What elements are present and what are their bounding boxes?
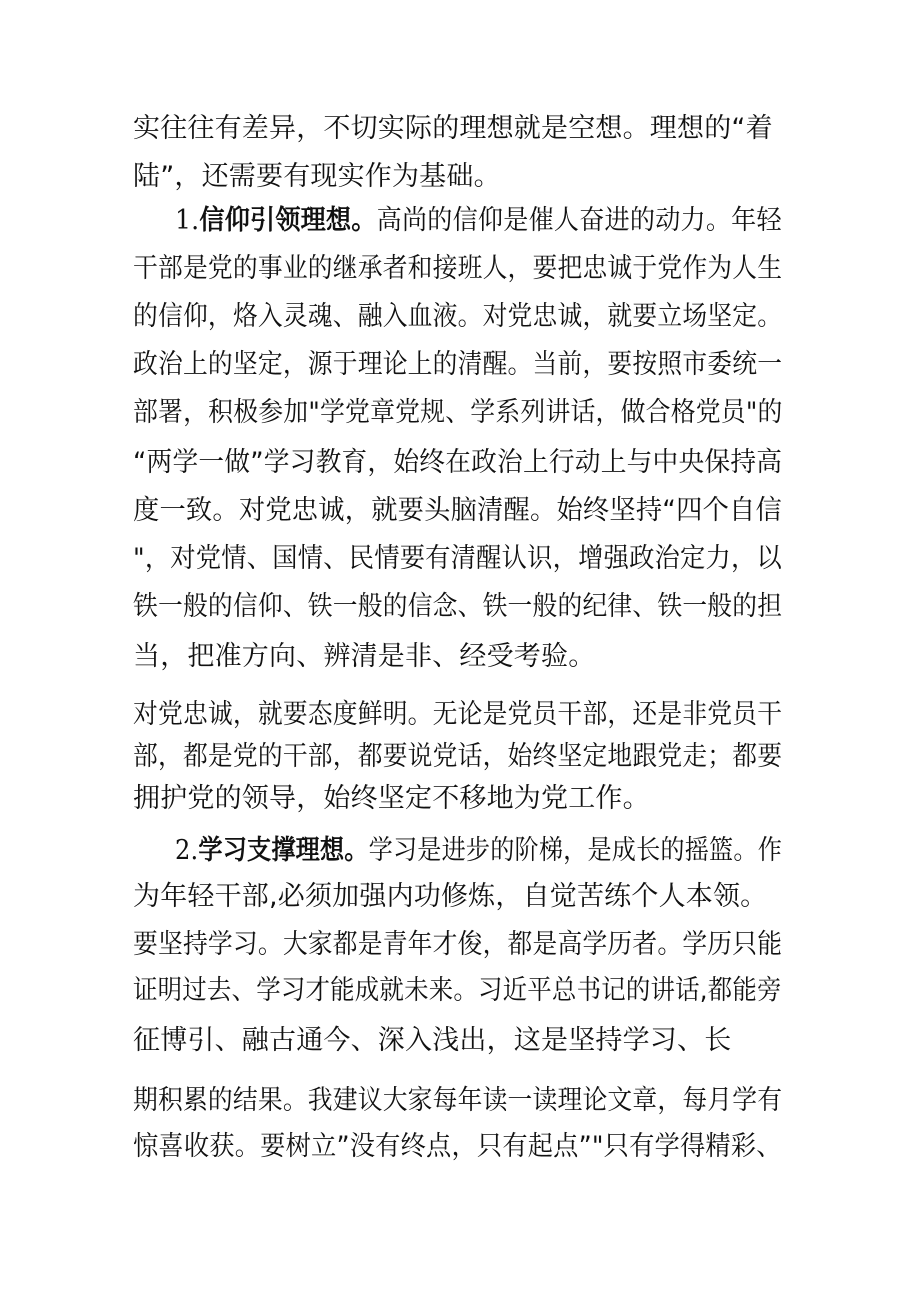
section-heading-2-line (175, 834, 782, 868)
heading-title: 信仰引领理想。 (199, 205, 377, 236)
text-line: 度一致。对党忠诚，就要头脑清醒。始终坚持“四个自信 (133, 495, 782, 526)
text-line: 拥护党的领导，始终坚定不移地为党工作。 (133, 783, 650, 814)
text-line: 实往往有差异，不切实际的理想就是空想。理想的“着 (133, 113, 773, 144)
text-line: 政治上的坚定，源于理论上的清醒。当前，要按照市委统一 (133, 349, 783, 380)
text-line: 期积累的结果。我建议大家每年读一读理论文章，每月学有 (133, 1085, 783, 1116)
text-line: 为年轻干部,必须加强内功修炼，自觉苦练个人本领。 (133, 881, 768, 912)
text-line: 证明过去、学习才能成就未来。习近平总书记的讲话,都能旁 (133, 975, 782, 1006)
text-line: 征博引、融古通今、深入浅出，这是坚持学习、长 (133, 1025, 732, 1056)
text-line: 要坚持学习。大家都是青年才俊，都是高学历者。学历只能 (133, 929, 783, 960)
text-line: 对党忠诚，就要态度鲜明。无论是党员干部，还是非党员干 (133, 699, 783, 730)
section-heading-1-line (175, 204, 782, 238)
text-line: 铁一般的信仰、铁一般的信念、铁一般的纪律、铁一般的担 (133, 591, 783, 622)
text-line: 干部是党的事业的继承者和接班人，要把忠诚于党作为人生 (133, 253, 783, 284)
text-line: "，对党情、国情、民情要有清醒认识，增强政治定力，以 (133, 543, 782, 574)
text-line: 部署，积极参加"学党章党规、学系列讲话，做合格党员"的 (133, 397, 783, 428)
text-line: 的信仰，烙入灵魂、融入血液。对党忠诚，就要立场坚定。 (133, 301, 783, 332)
text-line: 部，都是党的干部，都要说党话，始终坚定地跟党走；都要 (133, 741, 783, 772)
text-line: 陆”，还需要有现实作为基础。 (133, 161, 501, 192)
heading-number: 1. (175, 205, 200, 236)
text-line: 当，把准方向、辨清是非、经受考验。 (133, 641, 596, 672)
heading-number: 2. (175, 835, 199, 866)
text-line: “两学一做”学习教育，始终在政治上行动上与中央保持高 (133, 447, 783, 478)
heading-title: 学习支撑理想。 (198, 835, 369, 866)
text-line: 学习是进步的阶梯，是成长的摇篮。作 (368, 835, 783, 866)
text-line: 高尚的信仰是催人奋进的动力。年轻 (376, 205, 782, 236)
text-line: 惊喜收获。要树立”没有终点，只有起点”"只有学得精彩、 (133, 1131, 782, 1162)
